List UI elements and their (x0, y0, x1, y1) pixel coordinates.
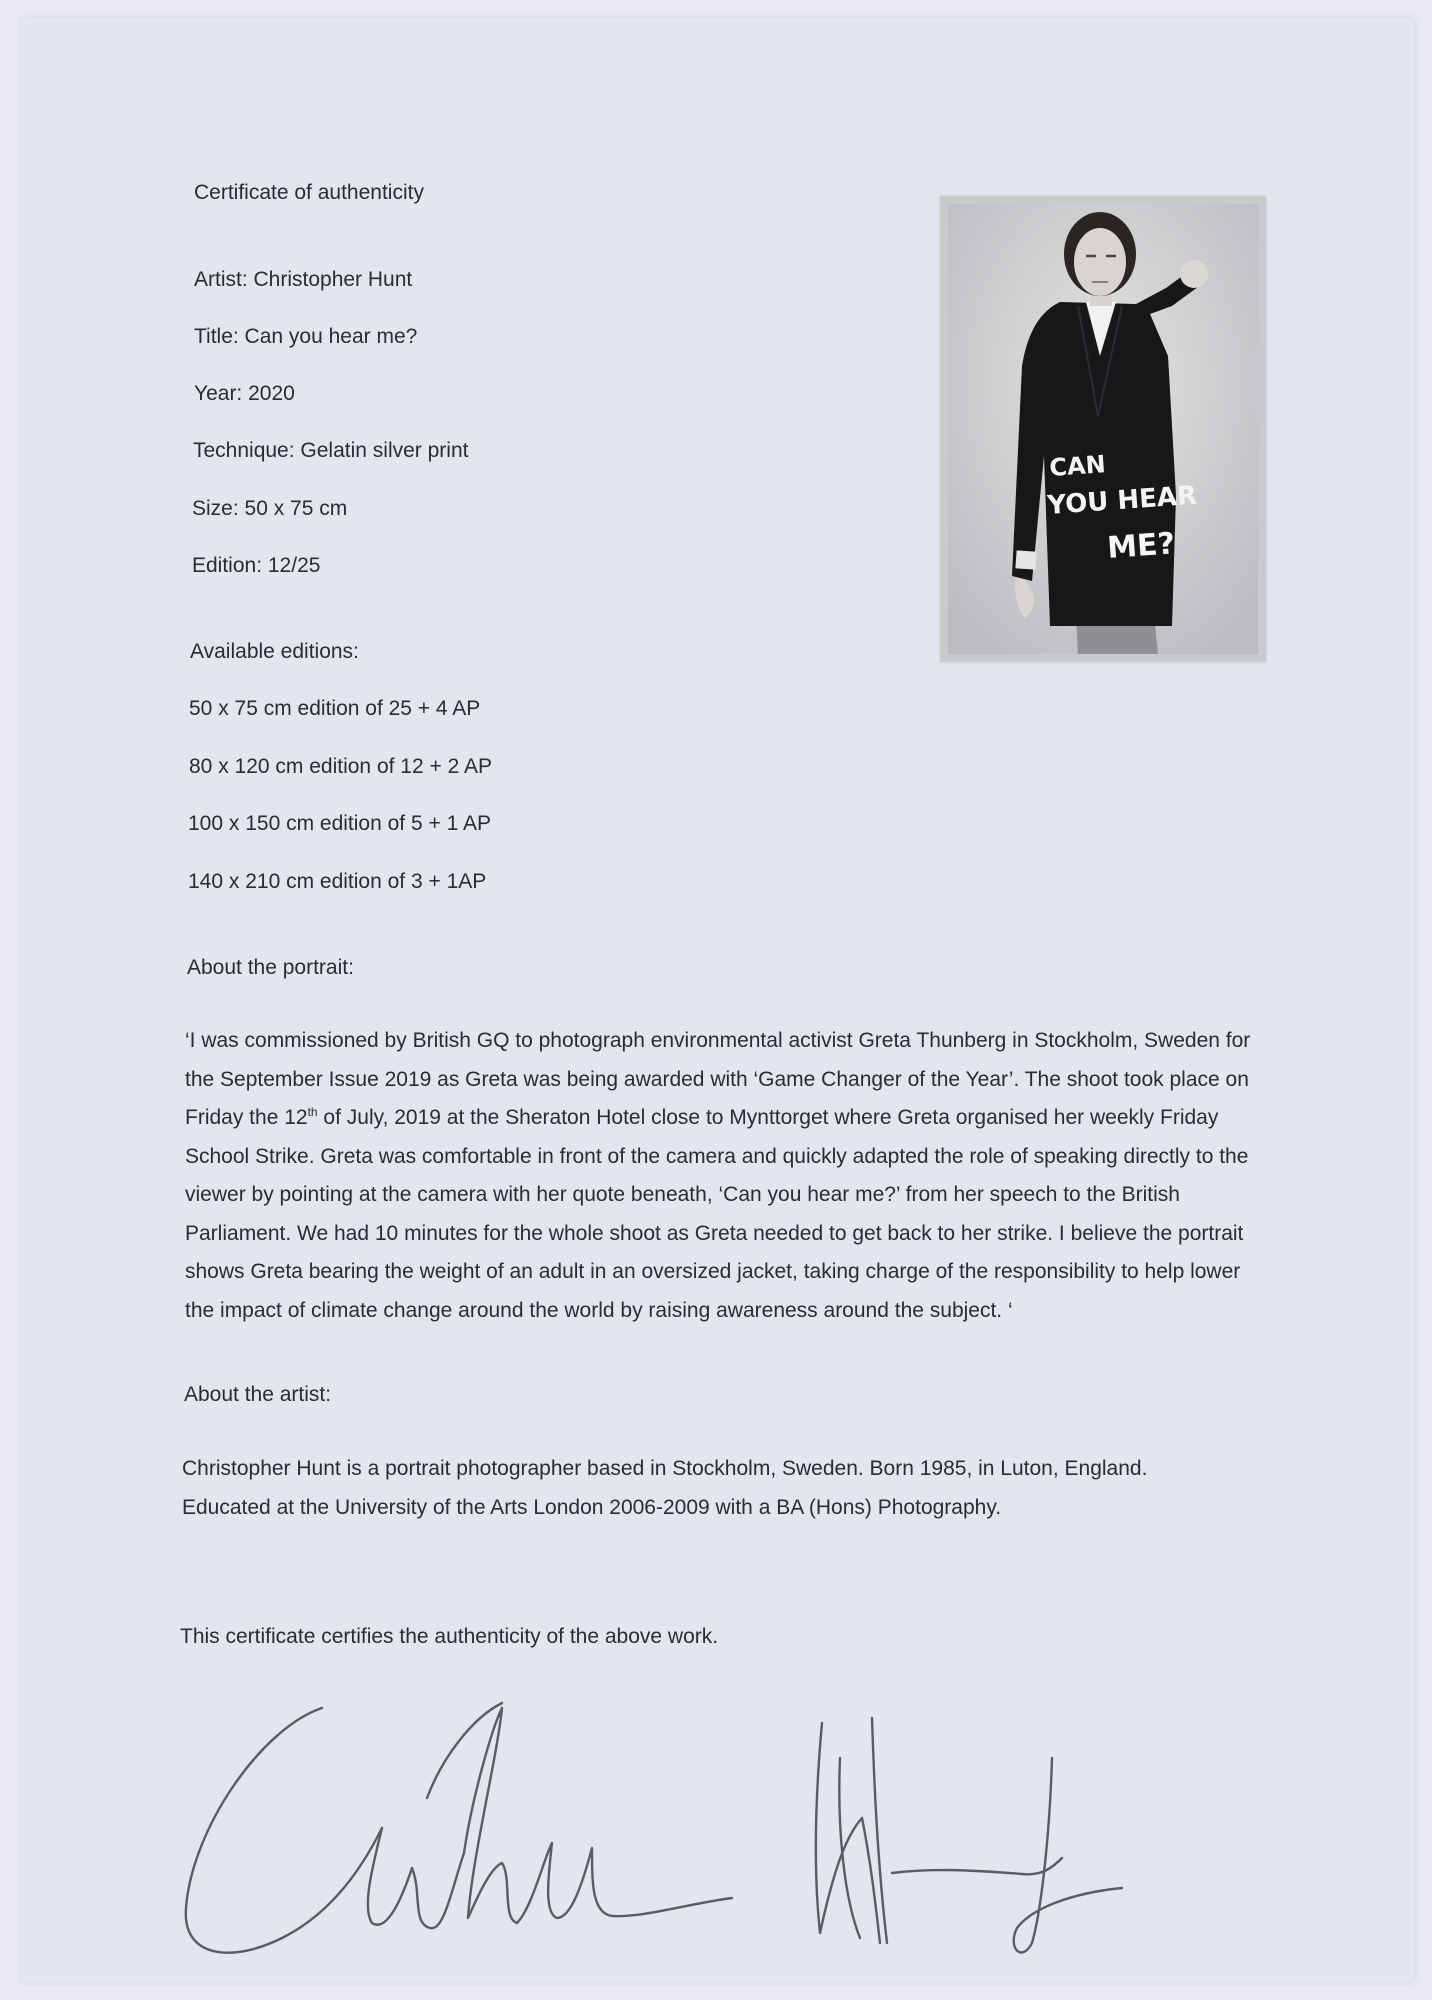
artist-line: Artist: Christopher Hunt (194, 268, 413, 291)
about-artist-heading: About the artist: (184, 1383, 332, 1406)
about-artist-text: Christopher Hunt is a portrait photographer based in Stockholm, Sweden. Born 1985, in Luton, England. Educated at the University of the Arts London 2006-2009 with a BA (Hons) Photography. (182, 1457, 1148, 1519)
title-line: Title: Can you hear me? (194, 325, 418, 348)
signature-text: Christopher Hunt (172, 1678, 180, 1679)
about-portrait-heading: About the portrait: (187, 956, 354, 979)
handwritten-signature (172, 1678, 1232, 1978)
closing-statement: This certificate certifies the authenticity of the above work. (180, 1625, 719, 1648)
technique-line: Technique: Gelatin silver print (193, 439, 469, 462)
year-line: Year: 2020 (194, 382, 295, 405)
ordinal-suffix: th (307, 1105, 318, 1119)
edition-item-2: 80 x 120 cm edition of 12 + 2 AP (189, 755, 492, 778)
jacket-text-line-3: ME? (1106, 526, 1177, 566)
jacket-text-line-1: CAN (1048, 450, 1107, 482)
size-line: Size: 50 x 75 cm (192, 497, 348, 520)
edition-item-3: 100 x 150 cm edition of 5 + 1 AP (188, 812, 491, 835)
portrait-photo (940, 196, 1266, 662)
edition-line: Edition: 12/25 (192, 554, 321, 577)
portrait-photo-art (940, 196, 1266, 662)
available-editions-heading: Available editions: (190, 640, 359, 663)
certificate-sheet (22, 18, 1414, 1983)
edition-item-1: 50 x 75 cm edition of 25 + 4 AP (189, 697, 481, 720)
jacket-text-line-2: YOU HEAR (1046, 480, 1198, 521)
certificate-heading: Certificate of authenticity (194, 181, 424, 204)
edition-item-4: 140 x 210 cm edition of 3 + 1AP (188, 870, 487, 893)
about-portrait-text: ‘I was commissioned by British GQ to photograph environmental activist Greta Thunberg in Stockholm, Sweden for the September Issue 2019 as Greta was being awarded with ‘Game Changer of the Year’. The shoot took place on Friday the 12th of July, 2019 at the Sheraton Hotel close to Mynttorget where Greta organised her weekly Friday School Strike. Greta was comfortable in front of the camera and quickly adapted the role of speaking directly to the viewer by pointing at the camera with her quote beneath, ‘Can you hear me?’ from her speech to the British Parliament. We had 10 minutes for the whole shoot as Greta needed to get back to her strike. I believe the portrait shows Greta bearing the weight of an adult in an oversized jacket, taking charge of the responsibility to help lower the impact of climate change around the world by raising awareness around the subject. ‘ (185, 1029, 1251, 1322)
